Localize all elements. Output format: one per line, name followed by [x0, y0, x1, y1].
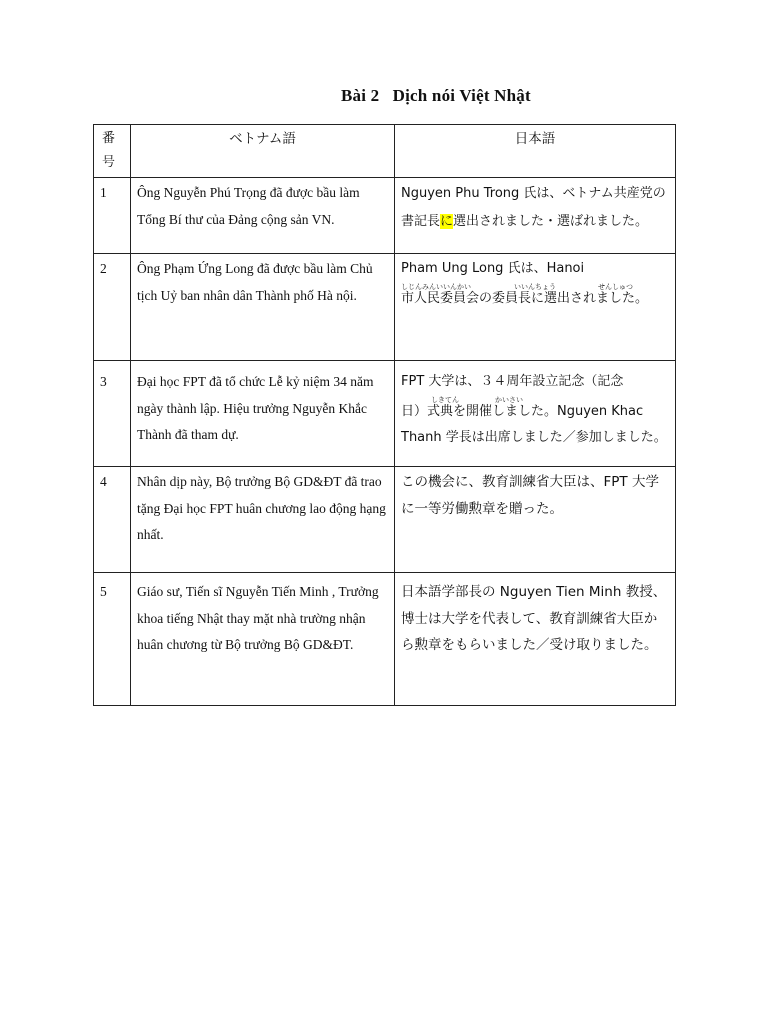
table-row — [94, 573, 676, 706]
furigana-line — [401, 395, 669, 405]
highlighted-text: に — [440, 213, 454, 229]
table-header-row — [94, 125, 676, 178]
furigana: しきてん — [431, 395, 459, 404]
translation-table — [93, 124, 676, 706]
header-vietnamese: ベトナム語 — [131, 125, 395, 178]
row-number: 1 — [94, 178, 131, 254]
japanese-cell: この機会に、教育訓練省大臣は、FPT 大学に一等労働勲章を贈った。 — [395, 467, 676, 573]
furigana: かいさい — [495, 395, 523, 404]
vietnamese-cell: Ông Nguyễn Phú Trọng đã được bầu làm Tổng Bí thư của Đảng cộng sản VN. — [131, 178, 395, 254]
row-number: 5 — [94, 573, 131, 706]
japanese-text: FPT 大学は、３４周年設立記念（記念 — [401, 374, 624, 389]
japanese-text: 市人民委員会の委員長に選出されました。 — [401, 290, 649, 306]
row-number: 2 — [94, 254, 131, 361]
table-row — [94, 254, 676, 361]
japanese-cell — [395, 361, 676, 467]
furigana-line — [401, 282, 669, 292]
page-title: Bài 2 Dịch nói Việt Nhật — [341, 86, 531, 105]
table-row — [94, 178, 676, 254]
japanese-cell — [395, 254, 676, 361]
japanese-cell — [395, 178, 676, 254]
vietnamese-cell: Ông Phạm Ứng Long đã được bầu làm Chủ tịch Uỷ ban nhân dân Thành phố Hà nội. — [131, 254, 395, 361]
furigana: しじんみんいいんかい — [401, 282, 471, 291]
table-row — [94, 361, 676, 467]
header-number: 番号 — [94, 125, 131, 178]
furigana: せんしゅつ — [598, 282, 633, 291]
japanese-text: Pham Ung Long 氏は、Hanoi — [401, 261, 585, 276]
furigana: いいんちょう — [514, 282, 556, 291]
japanese-cell: 日本語学部長の Nguyen Tien Minh 教授、博士は大学を代表して、教育訓練省大臣から勲章をもらいました／受け取りました。 — [395, 573, 676, 706]
vietnamese-cell: Đại học FPT đã tổ chức Lễ kỷ niệm 34 năm ngày thành lập. Hiệu trưởng Nguyễn Khắc Thành đã tham dự. — [131, 361, 395, 467]
vietnamese-cell: Nhân dịp này, Bộ trưởng Bộ GD&ĐT đã trao tặng Đại học FPT huân chương lao động hạng nhất. — [131, 467, 395, 573]
header-japanese: 日本語 — [395, 125, 676, 178]
japanese-text: 選出されました・選ばれました。 — [453, 213, 649, 229]
row-number: 3 — [94, 361, 131, 467]
japanese-text: 日）式典を開催しました。Nguyen Khac Thanh 学長は出席しました／参加しました。 — [401, 403, 667, 445]
row-number: 4 — [94, 467, 131, 573]
vietnamese-cell: Giáo sư, Tiến sĩ Nguyễn Tiến Minh , Trưởng khoa tiếng Nhật thay mặt nhà trường nhận huân chương từ Bộ trưởng Bộ GD&ĐT. — [131, 573, 395, 706]
table-row — [94, 467, 676, 573]
japanese-text: Nguyen Phu Trong 氏は、ベトナム共産党の書記長 — [401, 186, 666, 229]
